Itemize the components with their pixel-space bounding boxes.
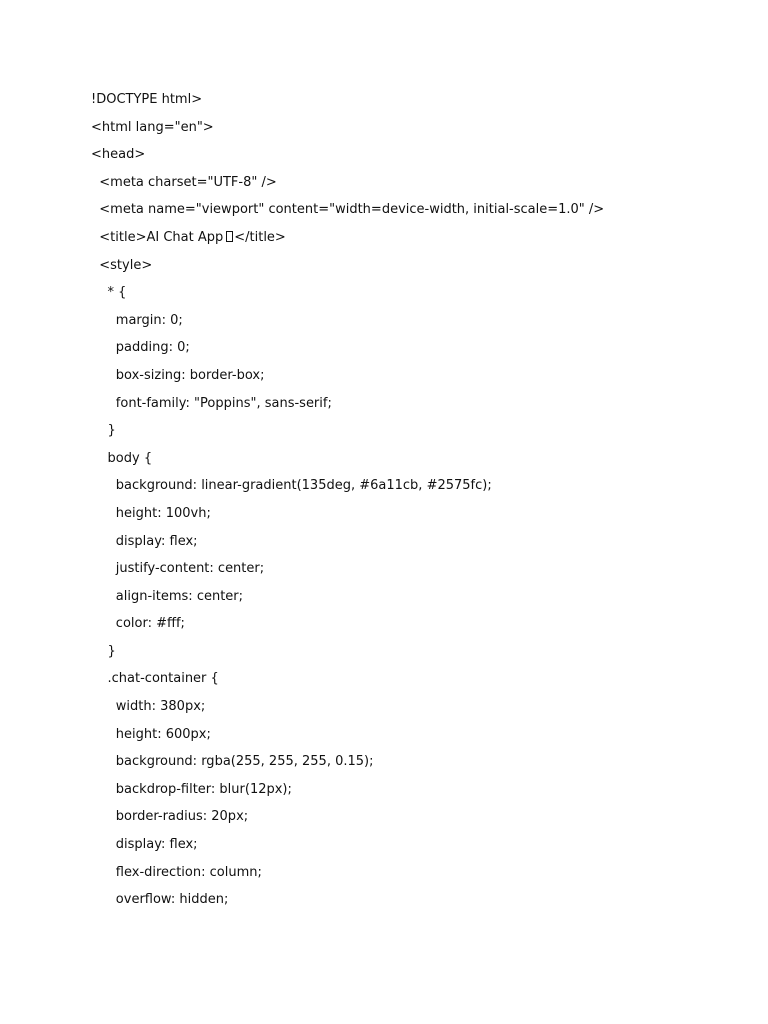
code-line: flex-direction: column; [91,864,262,880]
code-line: backdrop-filter: blur(12px); [91,781,292,797]
code-line: } [91,423,116,439]
code-line: body { [91,450,153,466]
code-line: justify-content: center; [91,561,265,577]
code-line: padding: 0; [91,340,190,356]
code-line: background: linear-gradient(135deg, #6a11cb, #2575fc); [91,478,492,494]
code-line: width: 380px; [91,699,206,715]
code-line: display: flex; [91,533,198,549]
code-line: overflow: hidden; [91,892,229,908]
code-line: } [91,643,116,659]
code-line: color: #fff; [91,616,185,632]
code-line: <head> [91,147,146,163]
code-line: box-sizing: border-box; [91,367,265,383]
code-line-title [91,226,604,254]
code-line: margin: 0; [91,312,183,328]
code-line: <html lang="en"> [91,119,214,135]
code-line: height: 100vh; [91,505,211,521]
code-line: * { [91,285,127,301]
code-line: align-items: center; [91,588,244,604]
title-line-close-tag: </title> [234,229,286,245]
code-listing [91,88,604,916]
code-line: <meta name="viewport" content="width=device-width, initial-scale=1.0" /> [91,202,605,218]
code-line: font-family: "Poppins", sans-serif; [91,395,332,411]
code-line: display: flex; [91,837,198,853]
code-line: <style> [91,257,153,273]
code-line: border-radius: 20px; [91,809,249,825]
code-line: height: 600px; [91,726,211,742]
code-line: background: rgba(255, 255, 255, 0.15); [91,754,374,770]
code-line: <meta charset="UTF-8" /> [91,174,277,190]
title-line-text: <title>AI Chat App [91,229,224,245]
code-line: .chat-container { [91,671,219,687]
missing-glyph-icon [226,231,233,242]
code-line: !DOCTYPE html> [91,92,203,107]
